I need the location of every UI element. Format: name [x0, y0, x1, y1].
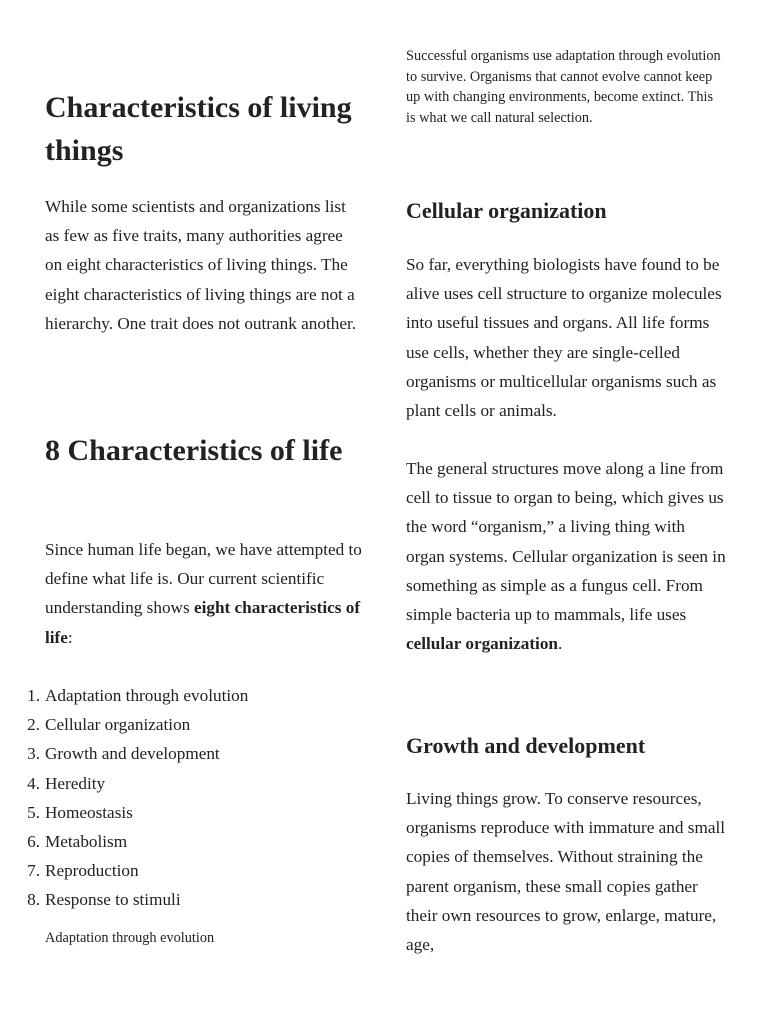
cellular-paragraph-2 — [406, 454, 728, 658]
list-item-label: Homeostasis — [45, 802, 133, 822]
cellular-paragraph-2-bold: cellular organization — [406, 634, 558, 654]
list-item-label: Response to stimuli — [45, 890, 181, 910]
characteristics-list — [27, 681, 375, 915]
list-number: 1. — [27, 686, 40, 705]
list-number: 4. — [27, 773, 40, 793]
list-item-label: Adaptation through evolution — [45, 686, 249, 705]
growth-development-heading: Growth and development — [406, 733, 646, 758]
list-item-label: Cellular organization — [45, 715, 191, 735]
list-item-label: Metabolism — [45, 832, 128, 852]
cellular-organization-heading: Cellular organization — [406, 198, 607, 223]
list-item — [27, 827, 375, 856]
list-item-label: Heredity — [45, 773, 106, 793]
image-caption: Adaptation through evolution — [45, 930, 215, 946]
list-item-label: Growth and development — [45, 744, 220, 764]
list-item — [27, 769, 375, 798]
list-number: 7. — [27, 861, 40, 881]
list-item — [27, 681, 375, 710]
natural-selection-note: Successful organisms use adaptation through evolution to survive. Organisms that cannot evolve cannot keep up with changing environments, become extinct. This is what we call natural selection. — [406, 48, 721, 126]
cellular-paragraph-2-text: The general structures move along a line from cell to tissue to organ to being, which gives us the word “organism,” a living thing with organ systems. Cellular organization is seen in something as simple as a fungus cell. From simple bacteria up to mammals, life uses — [406, 459, 726, 625]
list-number: 5. — [27, 802, 40, 822]
cellular-paragraph-2-end: . — [557, 634, 563, 654]
list-number: 6. — [27, 832, 40, 852]
cellular-paragraph-1: So far, everything biologists have found to be alive uses cell structure to organize molecules into useful tissues and organs. All life forms use cells, whether they are single-celled organisms or multicellular organisms such as plant cells or animals. — [406, 255, 722, 421]
section-intro-text: Since human life began, we have attempted to define what life is. Our current scientific understanding shows — [45, 540, 362, 618]
page-title: Characteristics of living things — [45, 91, 352, 167]
section-intro-bold: eight characteristics of life — [45, 598, 361, 647]
intro-paragraph: While some scientists and organizations list as few as five traits, many authorities agree on eight characteristics of living things. The eight characteristics of living things are not a hierarchy. One trait does not outrank another. — [45, 197, 357, 333]
list-item — [27, 710, 375, 739]
list-item — [27, 856, 375, 885]
list-number: 3. — [27, 744, 40, 764]
section-title-8-characteristics: 8 Characteristics of life — [45, 434, 343, 467]
list-item — [27, 885, 375, 914]
growth-paragraph-1: Living things grow. To conserve resources, organisms reproduce with immature and small copies of themselves. Without straining the parent organism, these small copies gather their own resources to grow, enlarge, mature, age, — [406, 789, 726, 955]
list-number: 8. — [27, 890, 40, 910]
section-intro-paragraph — [45, 535, 363, 652]
list-item-label: Reproduction — [45, 861, 139, 881]
list-item — [27, 739, 375, 768]
list-number: 2. — [27, 715, 40, 735]
list-item — [27, 798, 375, 827]
section-intro-end: : — [67, 627, 73, 647]
